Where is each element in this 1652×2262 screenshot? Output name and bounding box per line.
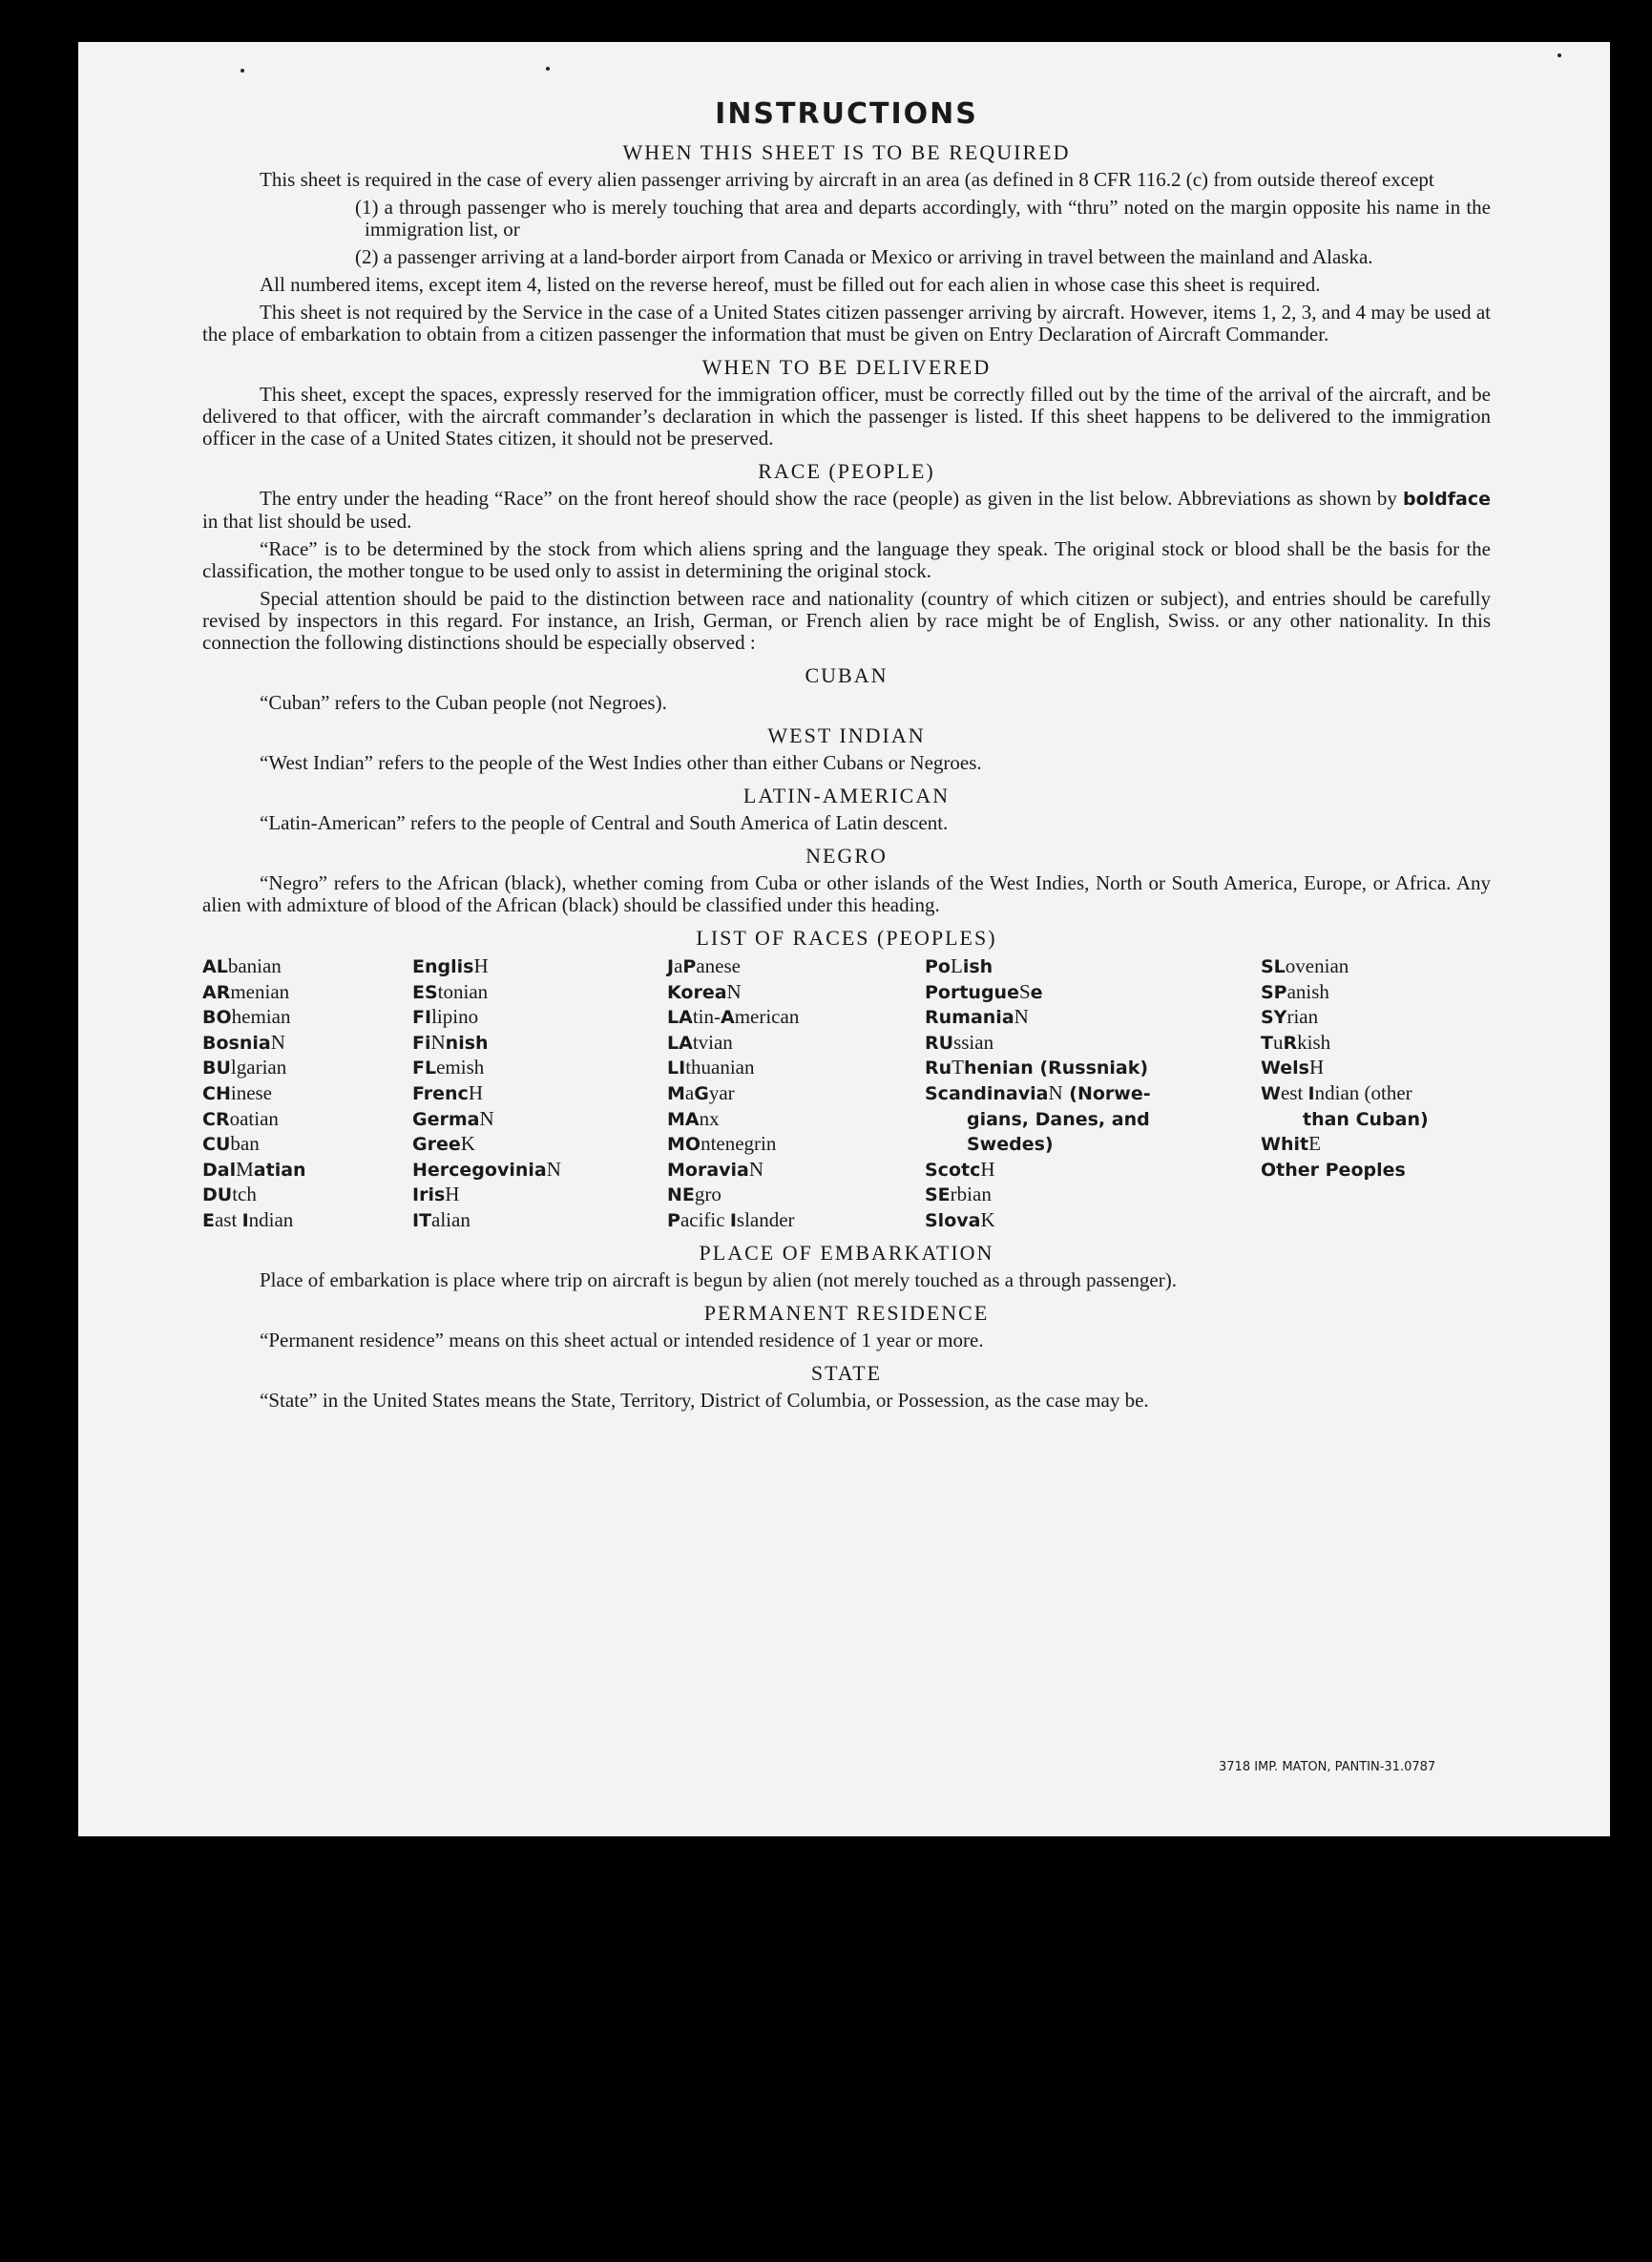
section-heading: WHEN THIS SHEET IS TO BE REQUIRED <box>622 140 1071 164</box>
race-entry: JaPanese <box>667 954 741 977</box>
race-entry: ARmenian <box>202 979 290 1003</box>
race-entry: FrencH <box>412 1080 483 1104</box>
paragraph: “Negro” refers to the African (black), whether coming from Cuba or other islands of the West Indies, North or South America, Europe, or Africa. Any alien with admixture of blood of the African (black) should be classified under this heading. <box>202 871 1491 916</box>
speck <box>1558 53 1561 57</box>
race-entry: CRoatian <box>202 1106 279 1130</box>
paragraph: This sheet, except the spaces, expressly reserved for the immigration officer, must be correctly filled out by the time of the arrival of the aircraft, and be delivered to that officer, with the aircraft commander’s declaration in which the passenger is listed. If this sheet happens to be delivered to the immigration officer in the case of a United States citizen, it should not be preserved. <box>202 383 1491 450</box>
race-entry: PoLish <box>925 954 993 977</box>
race-list <box>202 954 1491 1231</box>
race-entry: MoraviaN <box>667 1157 764 1181</box>
race-entry: FiNnish <box>412 1030 489 1054</box>
race-entry: TuRkish <box>1261 1030 1331 1054</box>
race-entry: SErbian <box>925 1183 992 1206</box>
paragraph: This sheet is not required by the Service in the case of a United States citizen passenger arriving by aircraft. However, items 1, 2, 3, and 4 may be used at the place of embarkation to obtain from a citizen passenger the information that must be given on Entry Declaration of Aircraft Commander. <box>202 301 1491 346</box>
race-entry: WelsH <box>1261 1056 1325 1079</box>
race-entry: ScandinaviaN (Norwe- <box>925 1080 1151 1104</box>
instructions-content <box>202 97 1491 1417</box>
paragraph: Special attention should be paid to the distinction between race and nationality (country of which citizen or subject), and entries should be carefully revised by inspectors in this regard. For instance, an Irish, German, or French alien by race might be of English, Swiss. or any other nationality. In this connection the following distinctions should be especially observed : <box>202 587 1491 654</box>
race-entry: LAtin-American <box>667 1005 800 1029</box>
section-heading: PERMANENT RESIDENCE <box>703 1301 990 1325</box>
document-page <box>78 42 1610 1836</box>
race-entry: KoreaN <box>667 979 742 1003</box>
race-entry: gians, Danes, and <box>967 1108 1150 1130</box>
race-list-heading: LIST OF RACES (PEOPLES) <box>696 926 997 950</box>
race-entry: GreeK <box>412 1132 475 1156</box>
race-entry: West Indian (other <box>1261 1080 1412 1104</box>
race-entry: RuThenian (Russniak) <box>925 1056 1149 1079</box>
race-entry: SYrian <box>1261 1005 1319 1029</box>
race-entry: SlovaK <box>925 1207 995 1231</box>
race-entry: MAnx <box>667 1106 720 1130</box>
race-column <box>412 954 561 1234</box>
race-entry: PortugueSe <box>925 979 1043 1003</box>
paragraph: “Race” is to be determined by the stock from which aliens spring and the language they speak. The original stock or blood shall be the basis for the classification, the mother tongue to be used only to assist in determining the original stock. <box>202 537 1491 582</box>
section-heading: WHEN TO BE DELIVERED <box>701 355 992 379</box>
race-entry: EStonian <box>412 979 489 1003</box>
paragraph: “Cuban” refers to the Cuban people (not Negroes). <box>260 691 667 714</box>
race-entry: LIthuanian <box>667 1056 755 1079</box>
paragraph: This sheet is required in the case of every alien passenger arriving by aircraft in an area (as defined in 8 CFR 116.2 (c) from outside thereof except <box>260 168 1434 191</box>
race-entry: RUssian <box>925 1030 994 1054</box>
paragraph: “Latin-American” refers to the people of Central and South America of Latin descent. <box>260 811 949 834</box>
page-title: INSTRUCTIONS <box>715 97 978 131</box>
race-entry: EnglisH <box>412 954 489 977</box>
race-entry: MOntenegrin <box>667 1132 777 1156</box>
race-entry: LAtvian <box>667 1030 733 1054</box>
race-entry: DUtch <box>202 1183 257 1206</box>
race-column <box>925 954 1151 1234</box>
race-entry: East Indian <box>202 1207 294 1231</box>
race-entry: HercegoviniaN <box>412 1157 561 1181</box>
race-entry: NEgro <box>667 1183 721 1206</box>
race-entry: IrisH <box>412 1183 460 1206</box>
section-heading: NEGRO <box>805 844 888 868</box>
race-entry: BOhemian <box>202 1005 291 1029</box>
paragraph: “Permanent residence” means on this sheet actual or intended residence of 1 year or more. <box>260 1329 984 1351</box>
race-entry: than Cuban) <box>1303 1108 1429 1130</box>
section-heading: WEST INDIAN <box>767 723 926 747</box>
race-entry: WhitE <box>1261 1132 1321 1156</box>
race-entry: FLemish <box>412 1056 485 1079</box>
printer-imprint: 3718 IMP. MATON, PANTIN-31.0787 <box>1219 1760 1436 1774</box>
section-heading: PLACE OF EMBARKATION <box>699 1241 994 1265</box>
speck <box>240 69 244 73</box>
section-heading: STATE <box>810 1361 883 1385</box>
race-entry: Pacific Islander <box>667 1207 795 1231</box>
race-entry: FIlipino <box>412 1005 479 1029</box>
paragraph: “State” in the United States means the State, Territory, District of Columbia, or Possession, as the case may be. <box>260 1389 1149 1412</box>
race-entry: BUlgarian <box>202 1056 287 1079</box>
race-entry: RumaniaN <box>925 1005 1029 1029</box>
section-heading: RACE (PEOPLE) <box>758 459 935 483</box>
text-run: in that list should be used. <box>202 510 412 533</box>
race-column <box>202 954 306 1234</box>
race-entry: Other Peoples <box>1261 1159 1406 1181</box>
paragraph: “West Indian” refers to the people of the West Indies other than either Cubans or Negroes. <box>260 751 982 774</box>
section-heading: LATIN-AMERICAN <box>742 784 951 807</box>
race-entry: Swedes) <box>967 1134 1054 1156</box>
race-entry: ITalian <box>412 1207 471 1231</box>
race-entry: GermaN <box>412 1106 494 1130</box>
race-entry: ScotcH <box>925 1157 995 1181</box>
paragraph <box>202 488 1491 533</box>
paragraph-item: (2) a passenger arriving at a land-border airport from Canada or Mexico or arriving in travel between the mainland and Alaska. <box>355 245 1373 268</box>
section-heading: CUBAN <box>805 663 889 687</box>
paragraph: All numbered items, except item 4, listed on the reverse hereof, must be filled out for each alien in whose case this sheet is required. <box>260 273 1321 296</box>
race-entry: CUban <box>202 1132 260 1156</box>
paragraph-item: (1) a through passenger who is merely touching that area and departs accordingly, with “thru” noted on the margin opposite his name in the immigration list, or <box>355 196 1491 241</box>
race-entry: ALbanian <box>202 954 282 977</box>
speck <box>546 67 550 71</box>
race-entry: SPanish <box>1261 979 1329 1003</box>
text-run: The entry under the heading “Race” on the front hereof should show the race (people) as given in the list below. Abbreviations as shown by <box>260 487 1397 510</box>
race-column <box>667 954 799 1234</box>
race-entry: SLovenian <box>1261 954 1349 977</box>
race-entry: BosniaN <box>202 1030 285 1054</box>
boldface-word: boldface <box>1403 489 1492 510</box>
race-entry: MaGyar <box>667 1080 735 1104</box>
paragraph: Place of embarkation is place where trip on aircraft is begun by alien (not merely touched as a through passenger). <box>260 1268 1177 1291</box>
race-column <box>1261 954 1429 1183</box>
race-entry: DalMatian <box>202 1157 306 1181</box>
race-entry: CHinese <box>202 1080 273 1104</box>
